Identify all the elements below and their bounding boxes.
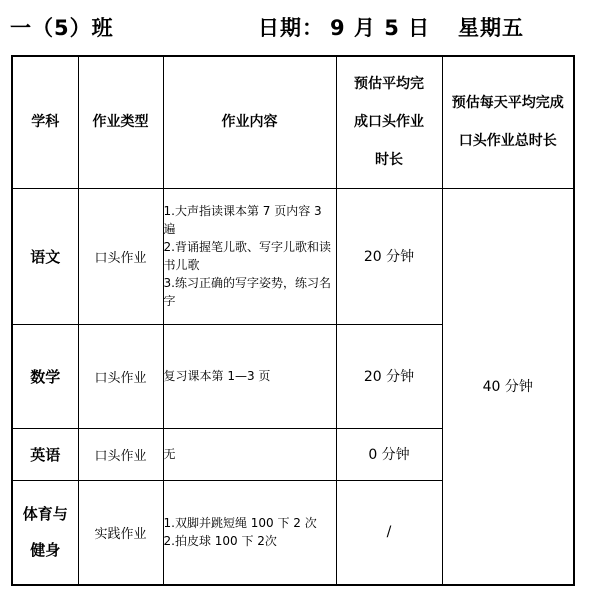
subject-cell: 语文 xyxy=(12,188,78,324)
header-daily-total: 预估每天平均完成 口头作业总时长 xyxy=(442,56,574,188)
content-line: 3.练习正确的写字姿势，练习名字 xyxy=(163,276,331,308)
subject-cell: 英语 xyxy=(12,428,78,480)
date-value: 9 月 5 日 xyxy=(330,16,431,40)
header-type: 作业类型 xyxy=(78,56,163,188)
content-cell xyxy=(163,428,336,480)
content-cell xyxy=(163,188,336,324)
time-cell: / xyxy=(336,480,442,585)
table-row xyxy=(12,188,574,324)
type-cell: 口头作业 xyxy=(78,324,163,428)
content-line: 复习课本第 1—3 页 xyxy=(163,369,271,383)
table-header-row xyxy=(12,56,574,188)
content-cell xyxy=(163,480,336,585)
header-est-time: 预估平均完 成口头作业 时长 xyxy=(336,56,442,188)
subject-cell: 数学 xyxy=(12,324,78,428)
content-line: 2.拍皮球 100 下 2次 xyxy=(163,534,277,549)
page-header xyxy=(0,8,591,42)
header-subject: 学科 xyxy=(12,56,78,188)
type-cell: 口头作业 xyxy=(78,188,163,324)
type-cell: 口头作业 xyxy=(78,428,163,480)
time-cell: 0 分钟 xyxy=(336,428,442,480)
type-cell: 实践作业 xyxy=(78,480,163,585)
content-line: 无 xyxy=(163,447,176,461)
daily-total-cell: 40 分钟 xyxy=(442,188,574,585)
time-cell: 20 分钟 xyxy=(336,188,442,324)
content-line: 2.背诵握笔儿歌、写字儿歌和读书儿歌 xyxy=(163,240,331,272)
subject-cell: 体育与 健身 xyxy=(12,480,78,585)
date-label: 日期： xyxy=(258,16,324,40)
class-name: 一（5）班 xyxy=(10,16,114,40)
content-cell xyxy=(163,324,336,428)
homework-table xyxy=(11,55,575,586)
header-content: 作业内容 xyxy=(163,56,336,188)
content-line: 1.双脚并跳短绳 100 下 2 次 xyxy=(163,516,317,531)
time-cell: 20 分钟 xyxy=(336,324,442,428)
weekday: 星期五 xyxy=(458,16,524,40)
content-line: 1.大声指读课本第 7 页内容 3 遍 xyxy=(163,204,322,236)
